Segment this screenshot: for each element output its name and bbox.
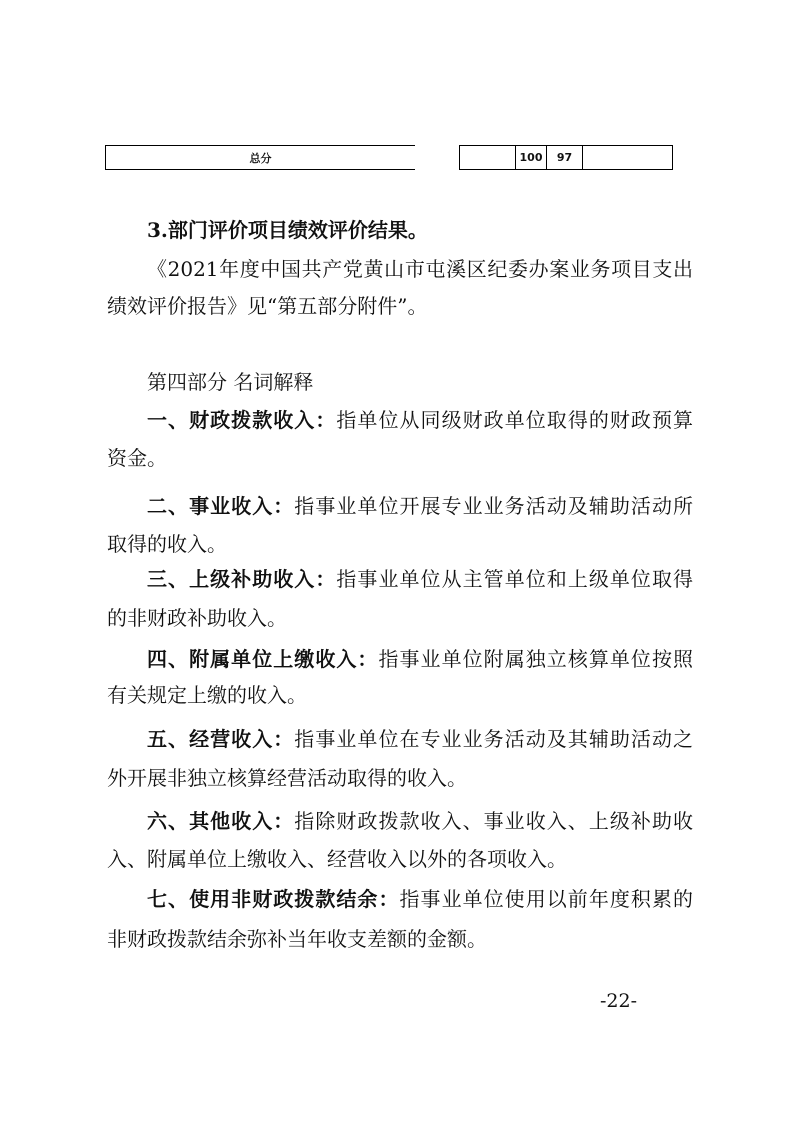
section3-heading: 3.部门评价项目绩效评价结果。: [147, 218, 428, 242]
empty-cell: [459, 145, 515, 170]
part4-title: 第四部分 名词解释: [147, 370, 314, 394]
term-line: [147, 725, 693, 753]
term-line: [147, 645, 693, 673]
term-continuation: 非财政拨款结余弥补当年收支差额的金额。: [107, 927, 487, 951]
term-continuation: 取得的收入。: [107, 532, 227, 556]
full-score-value: 100: [515, 145, 547, 170]
total-score-label: 总分: [105, 145, 415, 170]
term-definition: 指单位从同级财政单位取得的财政预算: [336, 408, 694, 432]
term-continuation: 外开展非独立核算经营活动取得的收入。: [107, 766, 467, 790]
term-definition: 指事业单位使用以前年度积累的: [399, 887, 694, 911]
term-name: 二、事业收入：: [147, 494, 295, 518]
score-table: [105, 145, 673, 170]
term-continuation: 入、附属单位上缴收入、经营收入以外的各项收入。: [107, 847, 567, 871]
term-definition: 指事业单位从主管单位和上级单位取得: [336, 567, 694, 591]
term-line: [147, 807, 693, 835]
term-line: [147, 492, 693, 520]
term-name: 六、其他收入：: [147, 809, 295, 833]
section3-text-line2: 绩效评价报告》见“第五部分附件”。: [107, 294, 428, 318]
term-definition: 指除财政拨款收入、事业收入、上级补助收: [294, 809, 694, 833]
term-definition: 指事业单位附属独立核算单位按照: [378, 647, 694, 671]
term-name: 五、经营收入：: [147, 727, 295, 751]
term-name: 一、财政拨款收入：: [147, 408, 337, 432]
term-line: [147, 885, 693, 913]
term-name: 三、上级补助收入：: [147, 567, 337, 591]
term-name: 七、使用非财政拨款结余：: [147, 887, 400, 911]
empty-cell: [583, 145, 673, 170]
term-continuation: 的非财政补助收入。: [107, 606, 287, 630]
term-definition: 指事业单位开展专业业务活动及辅助活动所: [294, 494, 694, 518]
obtained-score-value: 97: [547, 145, 583, 170]
section3-text-line1: 《2021年度中国共产党黄山市屯溪区纪委办案业务项目支出: [147, 257, 693, 281]
term-line: [147, 406, 693, 434]
term-name: 四、附属单位上缴收入：: [147, 647, 379, 671]
term-continuation: 资金。: [107, 446, 167, 470]
term-definition: 指事业单位在专业业务活动及其辅助活动之: [294, 727, 694, 751]
page-number: -22-: [600, 990, 638, 1012]
term-line: [147, 565, 693, 593]
term-continuation: 有关规定上缴的收入。: [107, 683, 307, 707]
